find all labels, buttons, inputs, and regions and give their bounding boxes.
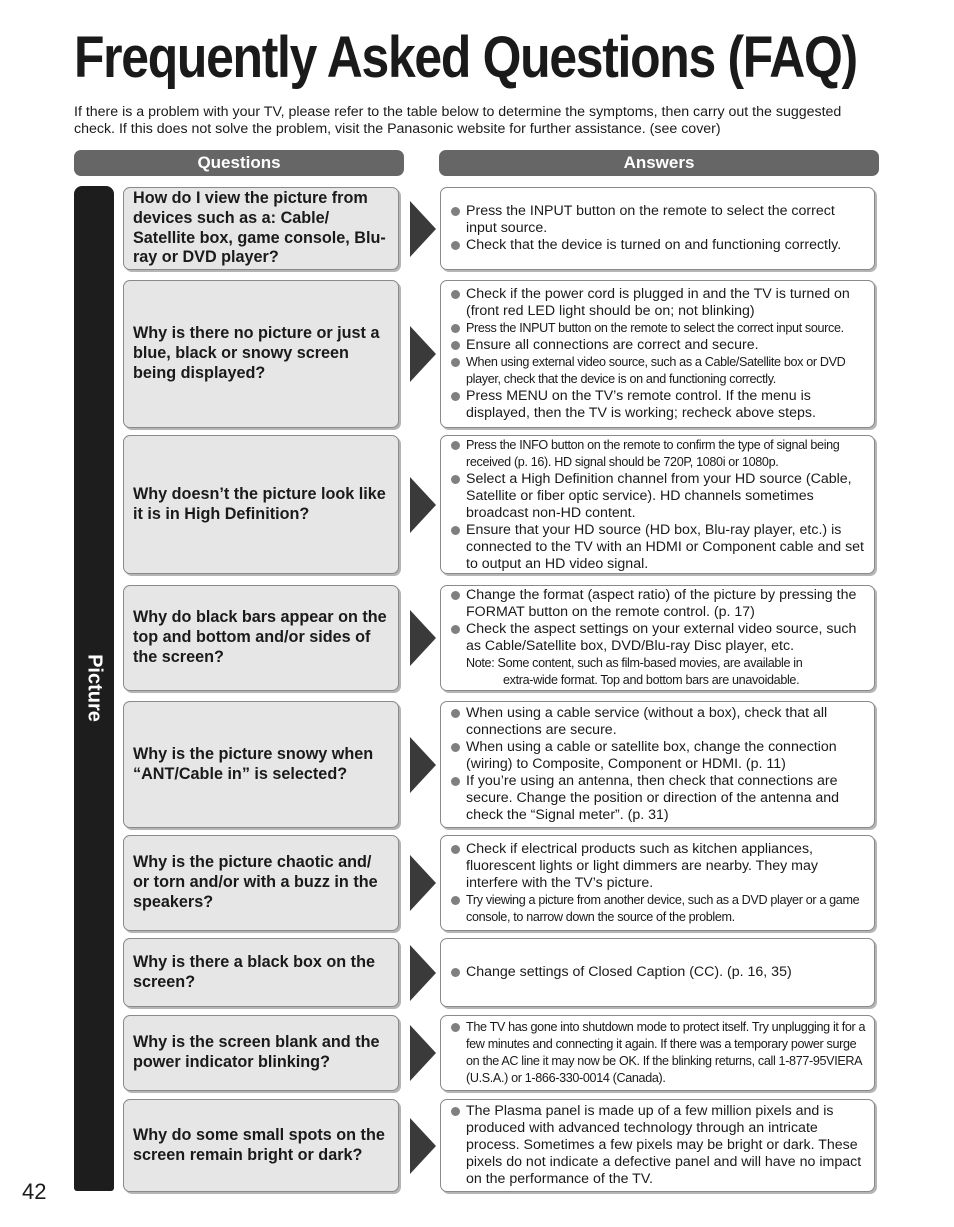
answer-box [440,835,875,931]
answer-list [441,203,874,254]
arrow-right-icon [410,737,436,793]
answer-item: If you’re using an antenna, then check that connections are secure. Change the position or direction of the antenna and check the “Signal meter”. (p. 31) [450,773,868,824]
question-text: Why is the screen blank and the power indicator blinking? [133,1033,380,1071]
answer-list [441,437,874,573]
question-text: Why do black bars appear on the top and bottom and/or sides of the screen? [133,608,387,666]
answer-note [450,655,868,689]
question-box [123,280,399,428]
note-text: extra-wide format. Top and bottom bars are unavoidable. [503,673,800,687]
answer-item: Select a High Definition channel from your HD source (Cable, Satellite or fiber optic service). HD channels sometimes broadcast non-HD content. [450,471,868,522]
question-text: Why is the picture snowy when “ANT/Cable in” is selected? [133,744,374,783]
answer-item: Change settings of Closed Caption (CC). (p. 16, 35) [450,964,868,981]
answer-box [440,1099,875,1192]
answer-list [441,1019,874,1087]
answer-item: Press MENU on the TV’s remote control. If the menu is displayed, then the TV is working; recheck above steps. [450,388,868,422]
answer-list [441,587,874,689]
question-text: Why is the picture chaotic and/ or torn and/or with a buzz in the speakers? [133,853,378,911]
answer-list [441,1103,874,1188]
answer-list [441,705,874,824]
answer-item: When using a cable or satellite box, change the connection (wiring) to Composite, Component or HDMI. (p. 11) [450,739,868,773]
arrow-right-icon [410,477,436,533]
question-text: Why doesn’t the picture look like it is in High Definition? [133,484,386,523]
page-title: Frequently Asked Questions (FAQ) [74,25,857,90]
answer-item: Check the aspect settings on your external video source, such as Cable/Satellite box, DVD/Blu-ray Disc player, etc. [450,621,868,655]
answer-item: When using a cable service (without a box), check that all connections are secure. [450,705,868,739]
answer-item: Ensure all connections are correct and secure. [450,337,868,354]
answer-item: Ensure that your HD source (HD box, Blu-ray player, etc.) is connected to the TV with an HDMI or Component cable and set to output an HD video signal. [450,522,868,573]
faq-row [0,835,954,931]
answer-list [441,841,874,926]
faq-row [0,187,954,270]
faq-row [0,585,954,691]
answer-item: Check if electrical products such as kitchen appliances, fluorescent lights or light dimmers are nearby. They may interfere with the TV’s picture. [450,841,868,892]
arrow-right-icon [410,1025,436,1081]
answer-list [441,286,874,422]
faq-row [0,1099,954,1192]
answer-box [440,280,875,428]
arrow-right-icon [410,945,436,1001]
answer-item: Check that the device is turned on and functioning correctly. [450,237,868,254]
question-text: How do I view the picture from devices such as a: Cable/ Satellite box, game console, Blu-ray or DVD player? [133,188,386,267]
answer-item: Change the format (aspect ratio) of the picture by pressing the FORMAT button on the remote control. (p. 17) [450,587,868,621]
question-text: Why is there a black box on the screen? [133,952,375,991]
note-label: Note: [466,656,495,670]
faq-row [0,701,954,828]
answer-item: Press the INPUT button on the remote to select the correct input source. [450,320,868,337]
answer-list [441,964,874,981]
answer-box [440,187,875,270]
answer-item: Try viewing a picture from another device, such as a DVD player or a game console, to narrow down the source of the problem. [450,892,868,926]
question-box [123,1099,399,1192]
answer-item: The TV has gone into shutdown mode to protect itself. Try unplugging it for a few minutes and connecting it again. If there was a temporary power surge on the AC line it may now be OK. If the blinking returns, call 1-877-95VIERA (U.S.A.) or 1-866-330-0014 (Canada). [450,1019,868,1087]
answer-item: When using external video source, such as a Cable/Satellite box or DVD player, check that the device is on and functioning correctly. [450,354,868,388]
question-box [123,701,399,828]
note-text: Some content, such as film-based movies, are available in [497,656,803,670]
question-box [123,835,399,931]
answer-box [440,938,875,1007]
page-number: 42 [22,1179,47,1204]
faq-row [0,280,954,428]
faq-row [0,1015,954,1091]
question-text: Why do some small spots on the screen remain bright or dark? [133,1125,385,1164]
intro-text: If there is a problem with your TV, please refer to the table below to determine the symptoms, then carry out the suggested check. If this does not solve the problem, visit the Panasonic website for further assistance. (see cover) [74,104,842,137]
answer-box [440,701,875,828]
arrow-right-icon [410,326,436,382]
faq-row [0,938,954,1007]
answer-box [440,435,875,574]
arrow-right-icon [410,1118,436,1174]
faq-row [0,435,954,574]
question-box [123,1015,399,1091]
question-box [123,585,399,691]
answer-box [440,1015,875,1091]
question-box [123,938,399,1007]
answer-box [440,585,875,691]
question-box [123,435,399,574]
question-text: Why is there no picture or just a blue, black or snowy screen being displayed? [133,324,380,382]
answer-item: Check if the power cord is plugged in and the TV is turned on (front red LED light should be on; not blinking) [450,286,868,320]
answer-item: The Plasma panel is made up of a few million pixels and is produced with advanced technology through an intricate process. Sometimes a few pixels may be bright or dark. These pixels do not indicate a defective panel and will have no impact on the performance of the TV. [450,1103,868,1188]
arrow-right-icon [410,610,436,666]
answers-header: Answers [439,150,879,176]
section-label-picture: Picture [83,654,106,722]
questions-header: Questions [74,150,404,176]
question-box [123,187,399,270]
arrow-right-icon [410,855,436,911]
arrow-right-icon [410,201,436,257]
answer-item: Press the INFO button on the remote to confirm the type of signal being received (p. 16). HD signal should be 720P, 1080i or 1080p. [450,437,868,471]
answer-item: Press the INPUT button on the remote to select the correct input source. [450,203,868,237]
